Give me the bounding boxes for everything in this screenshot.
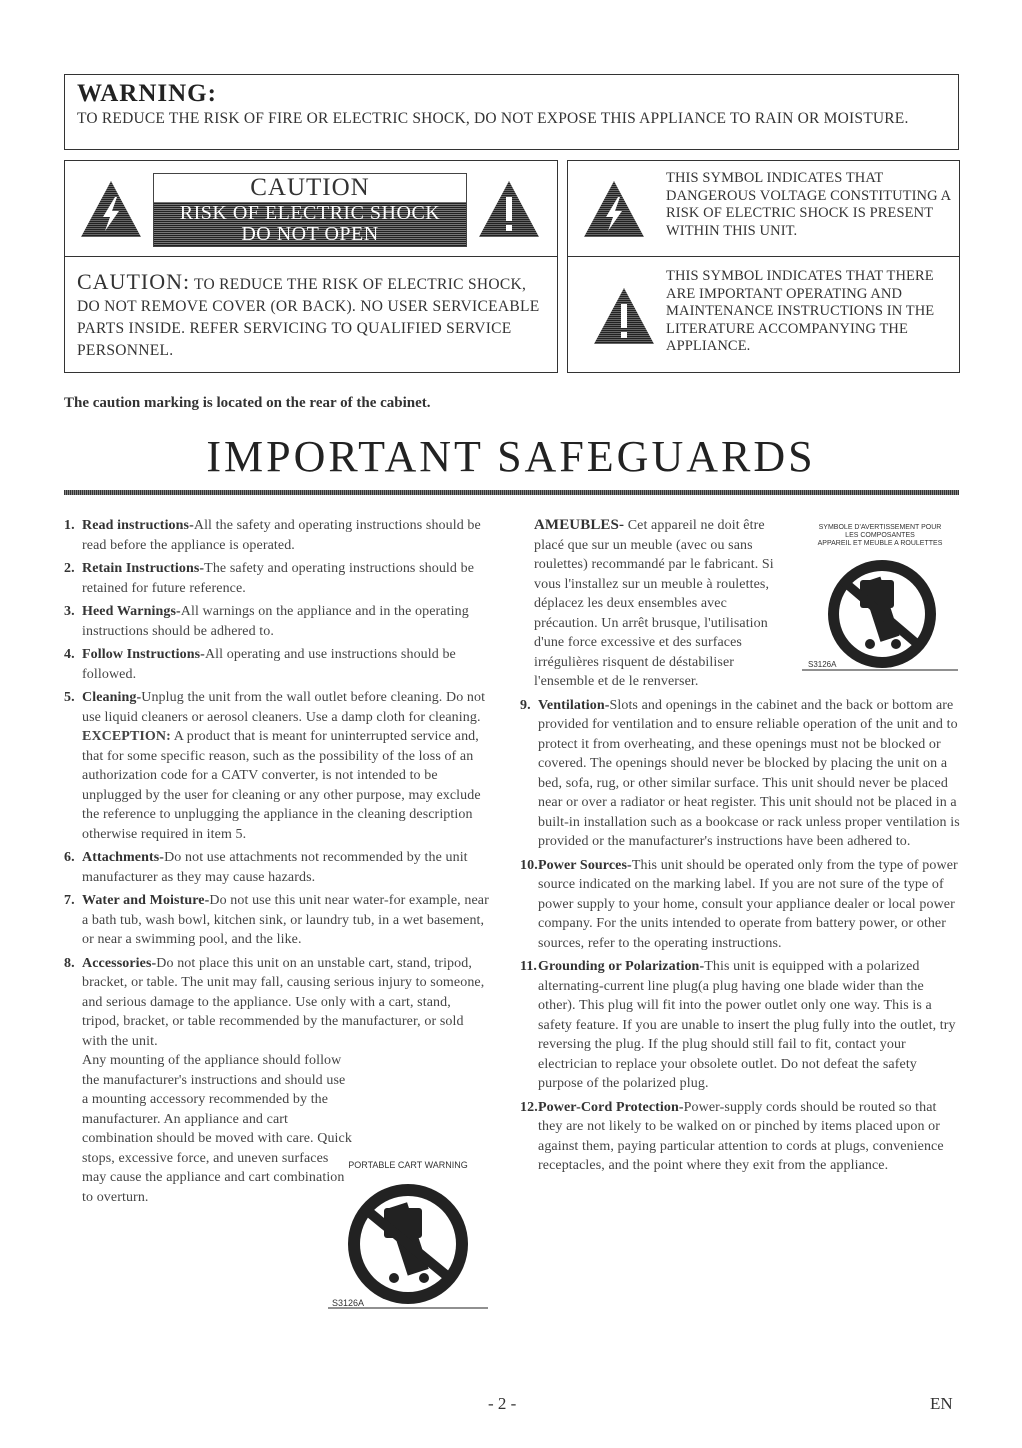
caution-label-line1: RISK OF ELECTRIC SHOCK bbox=[179, 202, 441, 224]
item-heading: Read instructions- bbox=[82, 518, 194, 533]
fr-figure-code: S3126A bbox=[808, 660, 837, 669]
item-number: 3. bbox=[64, 604, 75, 619]
item-number: 9. bbox=[520, 697, 531, 713]
lightning-symbol-text: THIS SYMBOL INDICATES THAT DANGEROUS VOLTAGE CONSTITUTING A RISK OF ELECTRIC SHOCK IS PRESENT WITHIN THIS UNIT. bbox=[666, 170, 951, 239]
mounting-paragraph: Any mounting of the appliance should follow the manufacturer's instructions and should use a mounting accessory recommended by the manufacturer. An appliance and cart combination should be moved with care. Quick stops, excessive force, and uneven surfaces may cause the appliance and cart combination to overturn. bbox=[82, 1053, 352, 1205]
item-heading: Heed Warnings- bbox=[82, 604, 181, 619]
list-item bbox=[64, 602, 492, 641]
list-item bbox=[64, 954, 492, 1052]
list-item bbox=[64, 848, 492, 887]
exclamation-warning-icon bbox=[592, 286, 656, 346]
item-text: This unit is equipped with a polarized alternating-current line plug(a plug having one blade wider than the other). This plug will fit into the power outlet only one way. This is a safety feature. If you are unable to insert the plug fully into the outlet, try reversing the plug. If the plug should still fail to fit, contact your electrician to replace your obsolete outlet. Do not defeat the safety purpose of the polarized plug. bbox=[538, 959, 956, 1091]
item-text: All the safety and operating instructions should be read before the appliance is operated. bbox=[82, 518, 481, 553]
left-column bbox=[64, 516, 492, 1207]
list-item bbox=[64, 559, 492, 598]
cart-figure-caption: PORTABLE CART WARNING bbox=[348, 1160, 468, 1170]
exclamation-symbol-row bbox=[568, 258, 959, 372]
item-heading: Power Sources- bbox=[538, 857, 632, 873]
item-text: Unplug the unit from the wall outlet before cleaning. Do not use liquid cleaners or aerosol cleaners. Use a damp cloth for cleaning. bbox=[82, 690, 486, 725]
language-code: EN bbox=[930, 1394, 953, 1413]
french-cart-warning-figure bbox=[800, 524, 960, 684]
exception-paragraph bbox=[64, 727, 492, 844]
ameubles-heading: AMEUBLES- bbox=[534, 517, 625, 533]
warning-box bbox=[64, 74, 959, 150]
item-number: 7. bbox=[64, 893, 75, 908]
fr-figure-caption bbox=[800, 524, 960, 548]
lightning-warning-icon bbox=[582, 179, 646, 239]
item-number: 10. bbox=[520, 857, 538, 873]
list-item bbox=[520, 957, 960, 1094]
caution-label-band bbox=[154, 202, 466, 246]
left-items-1 bbox=[64, 516, 492, 1207]
item-number: 8. bbox=[64, 955, 75, 971]
item-number: 6. bbox=[64, 850, 75, 865]
item-heading: Attachments- bbox=[82, 850, 165, 865]
item-number: 12. bbox=[520, 1099, 538, 1115]
item-heading: Grounding or Polarization- bbox=[538, 959, 705, 974]
lightning-warning-icon bbox=[79, 179, 143, 239]
list-item bbox=[520, 696, 960, 852]
item-text: Power-supply cords should be routed so that they are not likely to be walked on or pinched by items placed upon or against them, paying particular attention to cords at plugs, convenience receptacles, and the point where they exit from the appliance. bbox=[538, 1099, 944, 1173]
item-number: 1. bbox=[64, 518, 75, 533]
fr-caption-line3: APPAREIL ET MEUBLE A ROULETTES bbox=[817, 540, 943, 547]
list-item bbox=[64, 645, 492, 684]
fr-caption-line1: SYMBOLE D'AVERTISSEMENT POUR bbox=[818, 524, 942, 531]
list-item bbox=[64, 891, 492, 950]
list-item bbox=[64, 516, 492, 555]
caution-label-line2: DO NOT OPEN bbox=[241, 223, 379, 245]
fr-caption-line2: LES COMPOSANTES bbox=[845, 532, 915, 539]
item-text: This unit should be operated only from the type of power source indicated on the marking label. If you are not sure of the type of power supply to your home, consult your appliance dealer or local power company. For the units intended to operate from battery power, or other sources, refer to the operating instructions. bbox=[538, 857, 958, 951]
warning-text: TO REDUCE THE RISK OF FIRE OR ELECTRIC SHOCK, DO NOT EXPOSE THIS APPLIANCE TO RAIN OR MOISTURE. bbox=[77, 110, 909, 127]
item-text: All operating and use instructions should be followed. bbox=[82, 647, 456, 682]
item-number: 11. bbox=[520, 959, 538, 974]
item-heading: Ventilation- bbox=[538, 697, 610, 713]
exclamation-warning-icon bbox=[477, 179, 541, 239]
item-heading: Accessories- bbox=[82, 955, 157, 971]
item-number: 4. bbox=[64, 647, 75, 662]
item-heading: Power-Cord Protection- bbox=[538, 1099, 684, 1115]
item-text: Do not use attachments not recommended by the unit manufacturer as they may cause hazards. bbox=[82, 850, 468, 885]
exception-text: A product that is meant for uninterrupted service and, that for some specific reason, such as the possibility of the loss of an authorization code for a CATV converter, is not intended to be unplugged by the user for cleaning or any other purpose, may exclude the reference to unplugging the appliance in the cleaning description otherwise required in item 5. bbox=[82, 729, 481, 842]
caution-body bbox=[77, 271, 552, 362]
ameubles-paragraph bbox=[520, 516, 790, 692]
item-text: Do not use this unit near water-for example, near a bath tub, wash bowl, kitchen sink, or laundry tub, in a wet basement, or near a swimming pool, and the like. bbox=[82, 893, 489, 947]
exclamation-symbol-text: THIS SYMBOL INDICATES THAT THERE ARE IMPORTANT OPERATING AND MAINTENANCE INSTRUCTIONS IN THE LITERATURE ACCOMPANYING THE APPLIANCE. bbox=[666, 268, 935, 354]
list-item bbox=[64, 688, 492, 727]
warning-title: WARNING: bbox=[77, 80, 217, 107]
item-heading: Cleaning- bbox=[82, 690, 142, 705]
caution-box bbox=[64, 160, 558, 373]
item-text: Do not place this unit on an unstable cart, stand, tripod, bracket, or table. The unit may fall, causing serious injury to someone, and serious damage to the appliance. Use only with a cart, stand, tripod, bracket, or table recommended by the manufacturer, or sold with the unit. bbox=[82, 955, 485, 1049]
caution-body-lead: CAUTION: bbox=[77, 269, 191, 294]
caution-label-panel bbox=[65, 161, 557, 257]
caution-label bbox=[153, 173, 467, 247]
item-text: Slots and openings in the cabinet and the back or bottom are provided for ventilation and to ensure reliable operation of the unit and to protect it from overheating, and these openings must not be blocked or covered. The openings should never be blocked by placing the unit on a bed, sofa, rug, or other similar surface. This unit should never be placed near or over a radiator or heat register. This unit should not be placed in a built-in installation such as a bookcase or rack unless proper ventilation is provided or the manufacturer's instructions have been adhered to. bbox=[538, 697, 960, 849]
symbols-box bbox=[567, 160, 960, 373]
list-item bbox=[520, 1098, 960, 1176]
item-number: 5. bbox=[64, 690, 75, 705]
caution-note: The caution marking is located on the rear of the cabinet. bbox=[64, 395, 431, 411]
item-heading: Retain Instructions- bbox=[82, 561, 205, 576]
portable-cart-warning-figure bbox=[328, 1160, 488, 1320]
page-number: - 2 - bbox=[488, 1394, 517, 1413]
item-text: The safety and operating instructions should be retained for future reference. bbox=[82, 561, 475, 596]
exception-heading: EXCEPTION: bbox=[82, 729, 171, 744]
item-heading: Water and Moisture- bbox=[82, 893, 210, 908]
item-number: 2. bbox=[64, 561, 75, 576]
cart-figure-code: S3126A bbox=[332, 1298, 365, 1308]
title-rule bbox=[64, 490, 959, 495]
list-item bbox=[520, 856, 960, 954]
caution-body-text: TO REDUCE THE RISK OF ELECTRIC SHOCK, DO NOT REMOVE COVER (OR BACK). NO USER SERVICEABLE PARTS INSIDE. REFER SERVICING TO QUALIFIED SERVICE PERSONNEL. bbox=[77, 276, 540, 359]
caution-label-head: CAUTION bbox=[250, 174, 370, 201]
lightning-symbol-row bbox=[568, 161, 959, 257]
item-text: All warnings on the appliance and in the operating instructions should be adhered to. bbox=[82, 604, 469, 639]
ameubles-text: Cet appareil ne doit être placé que sur un meuble (avec ou sans roulettes) recommandé par le fabricant. Si vous l'installez sur un meuble à roulettes, déplacez les deux ensembles avec précaution. Un arrêt brusque, l'utilisation d'une force excessive et des surfaces irrégulières risquent de déstabiliser l'ensemble et de le renverser. bbox=[534, 518, 774, 689]
page-title: IMPORTANT SAFEGUARDS bbox=[206, 432, 816, 481]
item-heading: Follow Instructions- bbox=[82, 647, 205, 662]
